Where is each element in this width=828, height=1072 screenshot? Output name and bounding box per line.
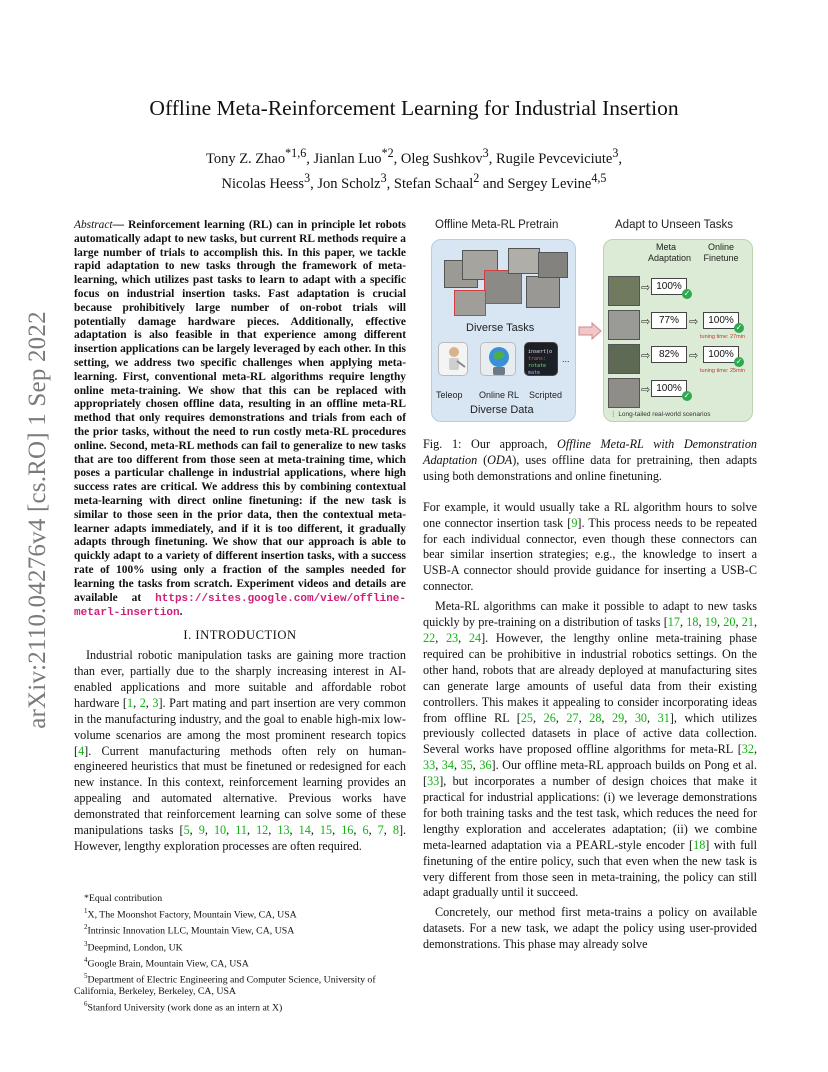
teleop-icon <box>438 342 468 376</box>
right-paragraph-2 <box>423 599 757 901</box>
caption-text: Fig. 1: Our approach, <box>423 437 558 451</box>
figure-caption <box>423 437 757 485</box>
citation-link[interactable]: 24 <box>468 630 482 645</box>
body-text: ], but incorporates a number of design choices that make it practical for industrial applications: (i) we leverage demonstrations for both training tasks and the test task, which reduces the need for lengthy exploration and accelerates adaptation; (ii) we combine meta-learned adaptation via a PEARL-style encoder [ <box>423 774 757 852</box>
caption-text: ( <box>477 452 488 467</box>
citation-link[interactable]: 23 <box>445 630 459 645</box>
footnote-1: $^1$X, The Moonshot Factory, Mountain View, CA, USA <box>84 907 297 921</box>
body-text: ]. This process needs to be repeated for each individual connector, even though these connectors can bear similar insertion strategies; e.g., the knowledge to insert a USB-A connector should provide guidance for inserting a USB-C connector. <box>423 515 757 594</box>
citation-link[interactable]: 28 <box>589 710 602 725</box>
arxiv-identifier-text: arXiv:2110.04276v4 [cs.RO] 1 Sep 2022 <box>24 311 52 729</box>
citation-link[interactable]: 1 <box>126 695 134 710</box>
figure-left-title: Offline Meta-RL Pretrain <box>435 219 559 231</box>
figure-right-title: Adapt to Unseen Tasks <box>615 219 734 231</box>
unseen-task-photo <box>608 310 640 340</box>
adapt-panel <box>603 239 753 422</box>
citation-link[interactable]: 26 <box>543 710 556 725</box>
right-column <box>423 219 757 953</box>
unseen-task-photo <box>608 378 640 408</box>
scripted-label: Scripted <box>529 390 563 400</box>
body-text: Meta-RL algorithms can make it possible to adapt to new tasks quickly by pre-training on a distribution of tasks [ <box>423 599 757 630</box>
author-list <box>0 144 828 194</box>
arrow-icon: ⇨ <box>641 316 651 328</box>
body-text: ]. Our offline meta-RL approach builds on Pong et al. [ <box>423 758 757 789</box>
right-paragraph-3: Concretely, our method first meta-trains a policy on available datasets. For a new task, we adapt the policy using user-provided demonstrations. This phase may already solve <box>423 905 757 952</box>
citation-link[interactable]: 34 <box>441 758 454 773</box>
online-rl-label: Online RL <box>479 390 520 400</box>
online-finetune-result: 100% <box>703 312 739 329</box>
meta-adaptation-result: 82% <box>651 346 687 363</box>
body-text: ] with full finetuning of the entire policy, such that even when the new task is very different from those seen in meta-training, the policy can still adapt gradually until it succeed. <box>423 837 757 900</box>
left-column <box>74 219 406 855</box>
citation-link[interactable]: 8 <box>392 823 399 838</box>
citation-link[interactable]: 18 <box>693 837 706 852</box>
arrow-icon: ⇨ <box>641 282 651 294</box>
body-text: For example, it would usually take a RL algorithm hours to solve one connector insertion task [ <box>423 499 757 530</box>
transfer-arrow-icon <box>578 322 602 340</box>
intro-text: Industrial robotic manipulation tasks are gaining more traction than ever, partially due to the sharply increasing interest in AI-enabled applications and more suitable and affordable robot hardware [ <box>74 648 406 710</box>
author-line-2: Nicolas Heess$^3$, Jon Scholz$^3$, Stefan Schaal$^2$ and Sergey Levine$^{4,5}$ <box>221 170 607 192</box>
long-tail-text: Long-tailed real-world scenarios <box>618 411 711 418</box>
citation-link[interactable]: 35 <box>460 758 473 773</box>
success-check-icon: ✓ <box>735 323 743 332</box>
right-paragraph-1 <box>423 500 757 595</box>
footnote-3: $^3$Deepmind, London, UK <box>84 939 183 953</box>
citation-link[interactable]: 30 <box>634 710 647 725</box>
intro-text: ]. However, lengthy exploration processes are often required. <box>74 823 407 853</box>
citation-link[interactable]: 4 <box>78 743 85 758</box>
citation-link[interactable]: 33 <box>423 758 436 773</box>
body-text: ], which utilizes previously collected datasets in place of active data collection. Several works have proposed offline algorithms for meta-RL [ <box>423 710 758 757</box>
more-sources-ellipsis: ... <box>562 354 570 364</box>
author-line-1: Tony Z. Zhao$^{*1,6}$, Jianlan Luo$^{*2}$, Oleg Sushkov$^3$, Rugile Pevceviciute$^3$, <box>205 146 623 167</box>
citation-link[interactable]: 9 <box>198 823 205 838</box>
citation-link[interactable]: 15 <box>319 823 333 838</box>
task-photo <box>484 270 522 304</box>
unseen-task-photo <box>608 276 640 306</box>
intro-text: ]. Current manufacturing methods often rely on human-engineered heuristics that must be finetuned or redesigned for each new instance. In this context, reinforcement learning provides an appealing and automated alternative. Previous works have demonstrated that reinforcement learning can solve some of these manipulations tasks [ <box>74 743 406 838</box>
task-photo <box>454 290 486 316</box>
task-photo <box>538 252 568 278</box>
svg-text:insert(o: insert(o <box>528 349 553 355</box>
citation-group: 5, 9, 10, 11, 12, 13, 14, 15, 16, 6, 7, 8 <box>183 823 399 838</box>
unseen-task-photo <box>608 344 640 374</box>
scripted-icon <box>524 342 558 376</box>
paper-title: Offline Meta-Reinforcement Learning for Industrial Insertion <box>149 96 679 120</box>
arrow-icon: ⇨ <box>689 350 699 362</box>
citation-link[interactable]: 9 <box>571 515 578 530</box>
caption-text: ), uses offline data for pretraining, then adapts using both demonstrations and online finetuning. <box>423 452 757 483</box>
citation-link[interactable]: 7 <box>377 823 384 838</box>
citation-link[interactable]: 21 <box>741 615 754 630</box>
citation-link[interactable]: 27 <box>566 710 579 725</box>
figure-1 <box>423 219 757 427</box>
intro-text: ]. Part mating and part insertion are very common in the manufacturing industry, and the goal to enable high-mix low-volume scenarios are among the most prominent research topics [ <box>74 695 407 758</box>
meta-adaptation-result: 100% <box>651 380 687 397</box>
tuning-time-label: tuning time: 25min <box>700 368 745 374</box>
citation-link[interactable]: 18 <box>686 615 699 630</box>
caption-method-name: Offline Meta-RL with Demonstration Adaptation <box>423 437 758 467</box>
abstract-end: . <box>179 606 183 619</box>
abstract-label: Abstract <box>74 219 113 231</box>
citation-link[interactable]: 14 <box>298 823 311 838</box>
online-finetune-result: 100% <box>703 346 739 363</box>
citation-link[interactable]: 12 <box>256 823 269 838</box>
citation-link[interactable]: 10 <box>213 823 227 838</box>
footnote-6: $^6$Stanford University (work done as an intern at X) <box>84 1000 283 1014</box>
citation-link[interactable]: 6 <box>362 823 369 838</box>
citation-link[interactable]: 29 <box>612 710 625 725</box>
citation-link[interactable]: 3 <box>152 695 159 710</box>
arrow-icon: ⇨ <box>641 350 651 362</box>
svg-text:trans:: trans: <box>528 356 547 362</box>
citation-group: 17, 18, 19, 20, 21, 22, 23, 24 <box>423 615 758 645</box>
meta-adaptation-header: Meta Adaptation <box>648 242 692 263</box>
project-url-link[interactable]: https://sites.google.com/view/offline-metarl-insertion <box>74 592 406 620</box>
citation-link[interactable]: 16 <box>341 823 354 838</box>
intro-paragraph-1: Industrial robotic manipulation tasks are gaining more traction than ever, partially due to the sharply increasing interest in AI-enabled applications and more suitable and affordable robot hardware [1, 2, 3]. Part mating and part insertion are very common in the manufacturing industry, and the goal to enable high-mix low-volume scenarios are among the most prominent research topics [4]. Current manufacturing methods often rely on human-engineered heuristics that must be finetuned or redesigned for each new instance. In this context, reinforcement learning provides an appealing and automated alternative. Previous works have demonstrated that reinforcement learning can solve some of these manipulations tasks [5, 9, 10, 11, 12, 13, 14, 15, 16, 6, 7, 8]. However, lengthy exploration processes are often required. <box>74 648 407 853</box>
citation-group: 32, 33, 34, 35, 36 <box>423 742 757 773</box>
footnote-2: $^2$Intrinsic Innovation LLC, Mountain View, CA, USA <box>84 923 295 937</box>
arrow-icon: ⇨ <box>641 384 651 396</box>
citation-link[interactable]: 5 <box>183 823 190 838</box>
svg-text:rotate: rotate <box>528 363 547 369</box>
body-text: ]. However, the lengthy online meta-training phase required can be prohibitive in industrial robotics settings. On the other hand, robots that are already deployed at manufacturing sites can generate large amounts of useful data from their existing controllers. This makes it appealing to consider incorporating ideas from offline RL [ <box>423 630 758 725</box>
tuning-time-label: tuning time: 27min <box>700 334 745 340</box>
abstract <box>74 219 406 621</box>
pretrain-panel <box>431 239 576 422</box>
section-heading-introduction: I. INTRODUCTION <box>183 628 297 643</box>
arxiv-identifier <box>18 290 58 750</box>
arrow-icon: ⇨ <box>689 316 699 328</box>
diverse-tasks-label: Diverse Tasks <box>466 322 535 334</box>
citation-link[interactable]: 36 <box>479 758 492 773</box>
footnote-equal-contribution: *Equal contribution <box>84 893 163 904</box>
svg-text:mate: mate <box>528 370 541 376</box>
citation-link[interactable]: 11 <box>235 823 247 838</box>
citation-link[interactable]: 31 <box>657 710 670 725</box>
citation-group: 25, 26, 27, 28, 29, 30, 31 <box>520 710 670 725</box>
citation-link[interactable]: 13 <box>277 823 290 838</box>
caption-acronym: ODA <box>487 452 513 467</box>
diverse-data-label: Diverse Data <box>470 404 534 416</box>
footnotes <box>74 893 408 1015</box>
task-photo <box>508 248 540 274</box>
long-tail-label: ⋮ Long-tailed real-world scenarios <box>610 411 711 418</box>
citation-link[interactable]: 32 <box>741 742 754 757</box>
citation-link[interactable]: 17 <box>667 615 680 630</box>
citation-link[interactable]: 20 <box>723 615 736 630</box>
success-check-icon: ✓ <box>735 357 743 366</box>
citation-link[interactable]: 22 <box>423 630 436 645</box>
citation-link[interactable]: 2 <box>139 695 146 710</box>
teleop-label: Teleop <box>436 390 463 400</box>
footnote-5: $^5$Department of Electric Engineering and Computer Science, University of California, Berkeley, Berkeley, CA, USA <box>74 972 376 998</box>
online-rl-icon <box>480 342 516 376</box>
success-check-icon: ✓ <box>683 391 691 400</box>
footnote-4: $^4$Google Brain, Mountain View, CA, USA <box>84 955 249 970</box>
online-finetune-header: Online Finetune <box>703 242 739 263</box>
task-photo <box>526 276 560 308</box>
abstract-text: — Reinforcement learning (RL) can in principle let robots automatically adapt to new tasks, but current RL methods require a large number of trials to accomplish this. In this paper, we tackle rapid adaptation to new tasks through the framework of meta-learning, which utilizes past tasks to learn to adapt with a specific focus on industrial insertion tasks. Fast adaptation is crucial because prohibitively large number of on-robot trials will potentially damage hardware pieces. Additionally, effective adaptation is also feasible in that experience among different insertion applications can be largely leveraged by each other. In this setting, we address two specific challenges when applying meta-learning. First, conventional meta-RL algorithms require lengthy online meta-training. We show that this can be replaced with appropriately chosen offline data, resulting in an offline meta-RL method that only requires demonstrations and trials from each of the prior tasks, without the need to run costly meta-RL procedures online. Second, meta-RL methods can fail to generalize to new tasks that are too different from those seen at meta-training time, which poses a particular challenge in industrial applications, where high success rates are critical. We address this by combining contextual meta-learning with direct online finetuning: if the new task is similar to those seen in the prior data, then the contextual meta-learner adapts immediately, and if it is too different, it gradually adapts through finetuning. We show that our approach is able to quickly adapt to a variety of different insertion tasks, with a success rate of 100% using only a fraction of the samples needed for learning the tasks from scratch. Experiment videos and details are available at <box>74 219 406 604</box>
citation-link[interactable]: 25 <box>520 710 534 725</box>
citation-link[interactable]: 33 <box>427 774 440 789</box>
meta-adaptation-result: 100% <box>651 278 687 295</box>
success-check-icon: ✓ <box>683 289 691 298</box>
meta-adaptation-result: 77% <box>651 312 687 329</box>
citation-link[interactable]: 19 <box>704 615 717 630</box>
